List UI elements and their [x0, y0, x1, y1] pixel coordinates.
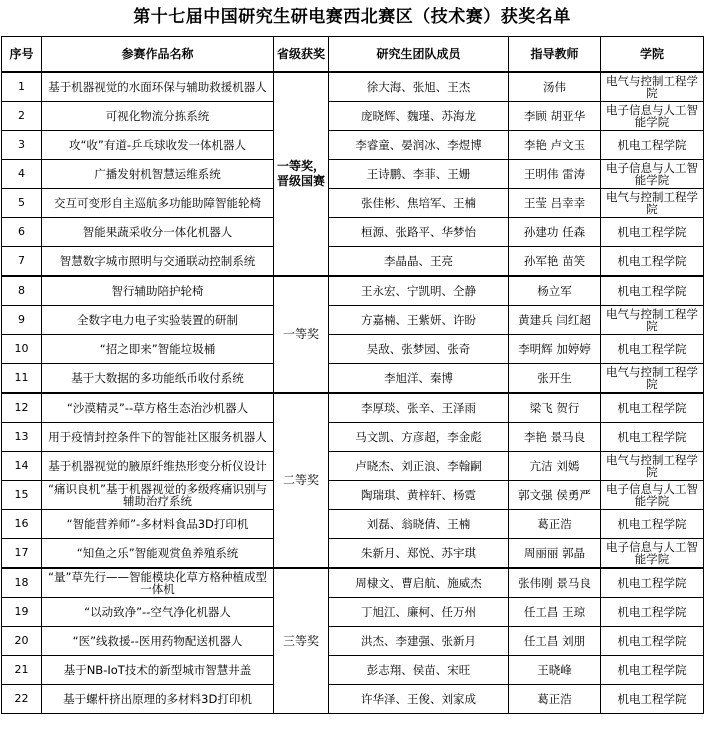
- college: 机电工程学院: [601, 218, 704, 247]
- work-name: “以动致净”--空气净化机器人: [42, 598, 274, 627]
- college: 电气与控制工程学院: [601, 189, 704, 218]
- college: 机电工程学院: [601, 656, 704, 685]
- advisor: 葛正浩: [509, 685, 601, 714]
- team-members: 李厚琰、张辛、王泽雨: [329, 393, 509, 423]
- table-row: [2, 481, 704, 510]
- advisor: 任工昌 王琼: [509, 598, 601, 627]
- college: 电子信息与人工智能学院: [601, 481, 704, 510]
- team-members: 桓源、张路平、华梦怡: [329, 218, 509, 247]
- table-row: [2, 218, 704, 247]
- award-level: 一等奖，晋级国赛: [274, 72, 329, 276]
- work-name: 智行辅助陪护轮椅: [42, 276, 274, 306]
- team-members: 张佳彬、焦培军、王楠: [329, 189, 509, 218]
- table-row: [2, 335, 704, 364]
- table-row: [2, 423, 704, 452]
- award-level: 一等奖: [274, 276, 329, 393]
- team-members: 徐大海、张旭、王杰: [329, 72, 509, 102]
- college: 机电工程学院: [601, 598, 704, 627]
- table-row: [2, 598, 704, 627]
- row-number: 3: [2, 131, 42, 160]
- table-row: [2, 72, 704, 102]
- col-header-no: 序号: [2, 37, 42, 73]
- work-name: “痛识良机”基于机器视觉的多级疼痛识别与辅助治疗系统: [42, 481, 274, 510]
- college: 机电工程学院: [601, 247, 704, 277]
- college: 电子信息与人工智能学院: [601, 539, 704, 569]
- advisor: 李明辉 加婷婷: [509, 335, 601, 364]
- team-members: 刘磊、翁晓倩、王楠: [329, 510, 509, 539]
- row-number: 20: [2, 627, 42, 656]
- row-number: 11: [2, 364, 42, 394]
- work-name: 可视化物流分拣系统: [42, 102, 274, 131]
- advisor: 孙建功 任森: [509, 218, 601, 247]
- advisor: 李艳 卢文玉: [509, 131, 601, 160]
- team-members: 洪杰、李建强、张新月: [329, 627, 509, 656]
- college: 机电工程学院: [601, 510, 704, 539]
- col-header-advisor: 指导教师: [509, 37, 601, 73]
- team-members: 许华泽、王俊、刘家成: [329, 685, 509, 714]
- work-name: 基于大数据的多功能纸币收付系统: [42, 364, 274, 394]
- team-members: 庞晓辉、魏瑾、苏海龙: [329, 102, 509, 131]
- team-members: 李晶晶、王亮: [329, 247, 509, 277]
- table-row: [2, 656, 704, 685]
- row-number: 5: [2, 189, 42, 218]
- table-row: [2, 393, 704, 423]
- page-title: 第十七届中国研究生研电赛西北赛区（技术赛）获奖名单: [133, 7, 571, 27]
- team-members: 马文凯、方彦超，李金彪: [329, 423, 509, 452]
- row-number: 14: [2, 452, 42, 481]
- table-row: [2, 568, 704, 598]
- team-members: 李旭洋、秦博: [329, 364, 509, 394]
- team-members: 卢晓杰、刘正浪、李翰嗣: [329, 452, 509, 481]
- row-number: 1: [2, 72, 42, 102]
- row-number: 13: [2, 423, 42, 452]
- table-row: [2, 276, 704, 306]
- college: 电气与控制工程学院: [601, 364, 704, 394]
- row-number: 10: [2, 335, 42, 364]
- row-number: 12: [2, 393, 42, 423]
- college: 电子信息与人工智能学院: [601, 160, 704, 189]
- row-number: 21: [2, 656, 42, 685]
- college: 机电工程学院: [601, 685, 704, 714]
- team-members: 吴敌、张梦园、张奇: [329, 335, 509, 364]
- table-row: [2, 685, 704, 714]
- advisor: 任工昌 刘朋: [509, 627, 601, 656]
- work-name: “医”线救援--医用药物配送机器人: [42, 627, 274, 656]
- work-name: 基于螺杆挤出原理的多材料3D打印机: [42, 685, 274, 714]
- college: 机电工程学院: [601, 568, 704, 598]
- team-members: 王永宏、宁凯明、仝静: [329, 276, 509, 306]
- college: 机电工程学院: [601, 393, 704, 423]
- college: 电气与控制工程学院: [601, 72, 704, 102]
- advisor: 梁飞 贺行: [509, 393, 601, 423]
- table-row: [2, 160, 704, 189]
- advisor: 黄建兵 闫红超: [509, 306, 601, 335]
- work-name: 基于NB-IoT技术的新型城市智慧井盖: [42, 656, 274, 685]
- table-row: [2, 539, 704, 569]
- work-name: “招之即来”智能垃圾桶: [42, 335, 274, 364]
- work-name: 基于机器视觉的水面环保与辅助救援机器人: [42, 72, 274, 102]
- advisor: 王明伟 雷涛: [509, 160, 601, 189]
- college: 机电工程学院: [601, 131, 704, 160]
- team-members: 李睿童、晏润冰、李煜博: [329, 131, 509, 160]
- work-name: 广播发射机智慧运维系统: [42, 160, 274, 189]
- table-row: [2, 306, 704, 335]
- advisor: 张开生: [509, 364, 601, 394]
- award-level: 二等奖: [274, 393, 329, 568]
- advisor: 周丽丽 郭晶: [509, 539, 601, 569]
- row-number: 4: [2, 160, 42, 189]
- college: 机电工程学院: [601, 335, 704, 364]
- work-name: 全数字电力电子实验装置的研制: [42, 306, 274, 335]
- row-number: 2: [2, 102, 42, 131]
- table-row: [2, 364, 704, 394]
- advisor: 杨立军: [509, 276, 601, 306]
- work-name: 用于疫情封控条件下的智能社区服务机器人: [42, 423, 274, 452]
- row-number: 16: [2, 510, 42, 539]
- col-header-work: 参赛作品名称: [42, 37, 274, 73]
- work-name: 交互可变形自主巡航多功能助障智能轮椅: [42, 189, 274, 218]
- row-number: 19: [2, 598, 42, 627]
- table-row: [2, 510, 704, 539]
- advisor: 王莹 吕幸幸: [509, 189, 601, 218]
- col-header-college: 学院: [601, 37, 704, 73]
- work-name: 攻“收”有道-乒乓球收发一体机器人: [42, 131, 274, 160]
- table-row: [2, 247, 704, 277]
- team-members: 王诗鹏、李菲、王姗: [329, 160, 509, 189]
- work-name: “沙漠精灵”--草方格生态治沙机器人: [42, 393, 274, 423]
- college: 机电工程学院: [601, 276, 704, 306]
- advisor: 葛正浩: [509, 510, 601, 539]
- table-row: [2, 627, 704, 656]
- row-number: 18: [2, 568, 42, 598]
- table-header-row: [2, 37, 704, 73]
- col-header-members: 研究生团队成员: [329, 37, 509, 73]
- table-row: [2, 102, 704, 131]
- row-number: 7: [2, 247, 42, 277]
- team-members: 丁旭江、廉柯、任万州: [329, 598, 509, 627]
- advisor: 张伟刚 景马良: [509, 568, 601, 598]
- advisor: 王晓峰: [509, 656, 601, 685]
- college: 电气与控制工程学院: [601, 452, 704, 481]
- award-table: [1, 36, 704, 714]
- work-name: 智慧数字城市照明与交通联动控制系统: [42, 247, 274, 277]
- team-members: 方嘉楠、王紫妍、许盼: [329, 306, 509, 335]
- table-row: [2, 189, 704, 218]
- col-header-award: 省级获奖: [274, 37, 329, 73]
- row-number: 9: [2, 306, 42, 335]
- advisor: 李艳 景马良: [509, 423, 601, 452]
- team-members: 陶瑞琪、黄梓轩、杨霓: [329, 481, 509, 510]
- row-number: 17: [2, 539, 42, 569]
- advisor: 亢洁 刘嫣: [509, 452, 601, 481]
- advisor: 李顾 胡亚华: [509, 102, 601, 131]
- team-members: 朱新月、郑悦、苏宇琪: [329, 539, 509, 569]
- work-name: “知鱼之乐”智能观赏鱼养殖系统: [42, 539, 274, 569]
- row-number: 8: [2, 276, 42, 306]
- college: 电气与控制工程学院: [601, 306, 704, 335]
- row-number: 6: [2, 218, 42, 247]
- work-name: 智能果蔬采收分一体化机器人: [42, 218, 274, 247]
- table-row: [2, 452, 704, 481]
- college: 电子信息与人工智能学院: [601, 102, 704, 131]
- advisor: 汤伟: [509, 72, 601, 102]
- row-number: 22: [2, 685, 42, 714]
- college: 机电工程学院: [601, 627, 704, 656]
- team-members: 彭志翔、侯苗、宋旺: [329, 656, 509, 685]
- table-row: [2, 131, 704, 160]
- advisor: 孙军艳 苗笑: [509, 247, 601, 277]
- work-name: “量”草先行——智能模块化草方格种植成型一体机: [42, 568, 274, 598]
- advisor: 郭文强 侯勇严: [509, 481, 601, 510]
- award-level: 三等奖: [274, 568, 329, 714]
- work-name: “智能营养师”-多材料食品3D打印机: [42, 510, 274, 539]
- college: 机电工程学院: [601, 423, 704, 452]
- team-members: 周棣文、曹启航、施威杰: [329, 568, 509, 598]
- row-number: 15: [2, 481, 42, 510]
- work-name: 基于机器视觉的腋原纤维热形变分析仪设计: [42, 452, 274, 481]
